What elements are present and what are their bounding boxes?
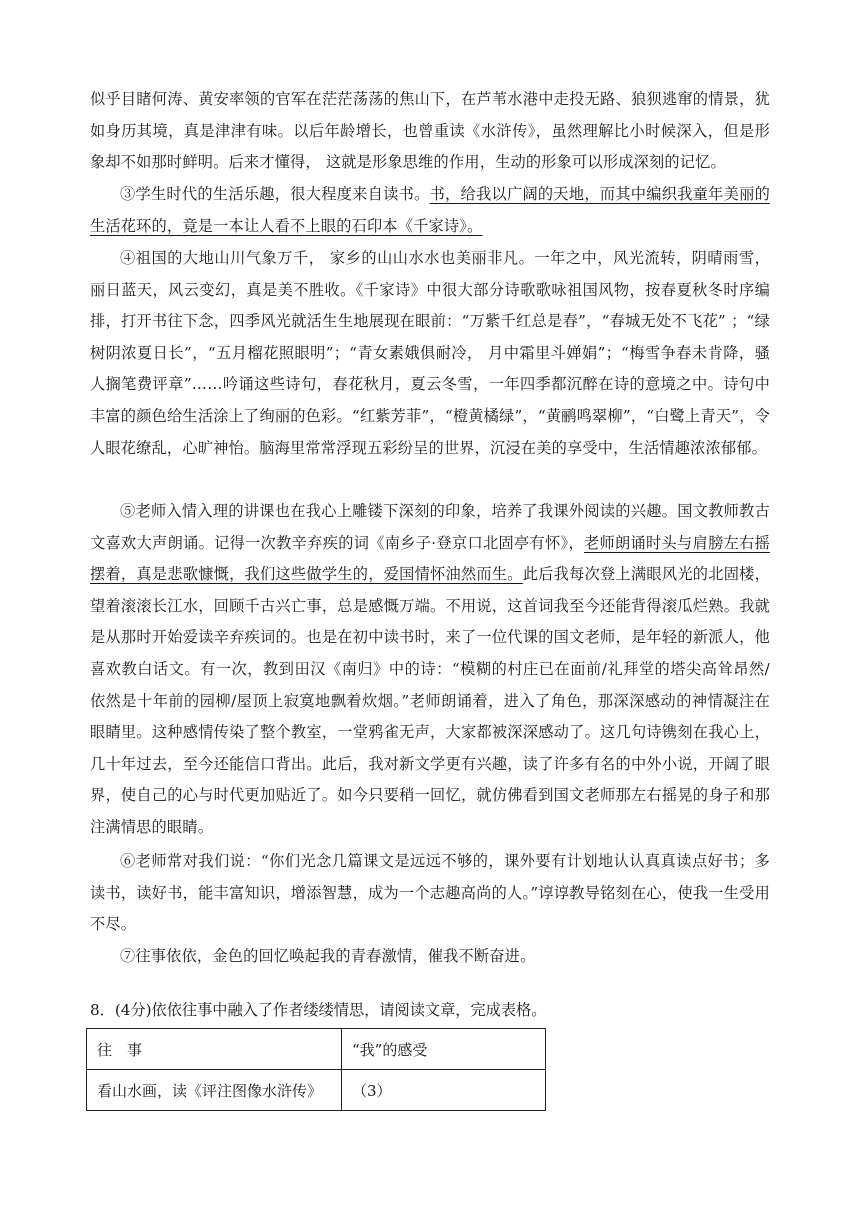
table-cell-event: 看山水画，读《评注图像水浒传》 bbox=[87, 1070, 342, 1111]
paragraph-5-plain-a: ⑤老师入情入理的讲课也在我心上雕镂下深刻的印象，培养了我课外阅读的兴趣。国文教师教古文喜欢大声朗诵。记得一次教辛弃疾的词《南乡子·登京口北固亭有怀》， bbox=[90, 502, 770, 552]
table-header-event: 往 事 bbox=[87, 1029, 342, 1070]
paragraph-5-plain-b: 此后我每次登上满眼风光的北固楼，望着滚滚长江水，回顾千古兴亡事，总是感慨万端。不用说，这首词我至今还能背得滚瓜烂熟。我就是从那时开始爱读辛弃疾词的。也是在初中读书时，来了一位代课的国文老师，是年轻的新派人，他喜欢教白话文。有一次，教到田汉《南归》中的诗：“模糊的村庄已在面前/礼拜堂的塔尖高耸昂然/依然是十年前的园柳/屋顶上寂寞地飘着炊烟。”老师朗诵着，进入了角色，那深深感动的神情凝注在眼睛里。这种感情传染了整个教室，一堂鸦雀无声，大家都被深深感动了。这几句诗镌刻在我心上，几十年过去，至今还能信口背出。此后，我对新文学更有兴趣，读了许多有名的中外小说，开阔了眼界，使自己的心与时代更加贴近了。如今只要稍一回忆，就仿佛看到国文老师那左右摇晃的身子和那注满情思的眼睛。 bbox=[90, 565, 770, 836]
table-header-row bbox=[87, 1029, 546, 1070]
table-row bbox=[87, 1070, 546, 1111]
paragraph-7: ⑦往事依依，金色的回忆唤起我的青春激情，催我不断奋进。 bbox=[120, 947, 536, 965]
paragraph-3-underlined: 书，给我以广阔的天地，而其中编织我童年美丽的生活花环的，竟是一本让人看不上眼的石印本《千家诗》。 bbox=[90, 185, 771, 235]
table-header-feeling: “我”的感受 bbox=[342, 1029, 546, 1070]
paragraph-3 bbox=[90, 179, 770, 242]
answer-table bbox=[86, 1028, 546, 1111]
paragraph-5-underlined: 老师朗诵时头与肩膀左右摇摆着，真是悲歌慷慨，我们这些做学生的，爱国情怀油然而生。 bbox=[90, 533, 770, 584]
paragraph-6: ⑥老师常对我们说：“你们光念几篇课文是远远不够的，课外要有计划地认认真真读点好书；多读书，读好书，能丰富知识，增添智慧，成为一个志趣高尚的人。”谆谆教导铭刻在心，使我一生受用不尽。 bbox=[90, 852, 770, 934]
paragraph-continued: 似乎目睹何涛、黄安率领的官军在茫茫荡荡的焦山下，在芦苇水港中走投无路、狼狈逃窜的情景，犹如身历其境，真是津津有味。以后年龄增长，也曾重读《水浒传》，虽然理解比小时候深入，但是形象却不如那时鲜明。后来才懂得， 这就是形象思维的作用，生动的形象可以形成深刻的记忆。 bbox=[90, 90, 770, 172]
paragraph-4: ④祖国的大地山川气象万千， 家乡的山山水水也美丽非凡。一年之中，风光流转，阴晴雨雪，丽日蓝天，风云变幻，真是美不胜收。《千家诗》中很大部分诗歌歌咏祖国风物，按春夏秋冬时序编排，打开书往下念，四季风光就活生生地展现在眼前：“万紫千红总是春”，“春城无处不飞花” ；“绿树阴浓夏日长”，“五月榴花照眼明”；“青女素娥俱耐冷， 月中霜里斗婵娟”；“梅雪争春未肯降，骚人搁笔费评章”……吟诵这些诗句，春花秋月，夏云冬雪，一年四季都沉醉在诗的意境之中。诗句中丰富的颜色给生活涂上了绚丽的色彩。“红紫芳菲”，“橙黄橘绿”，“黄鹂鸣翠柳”，“白鹭上青天”，令人眼花缭乱，心旷神怡。脑海里常常浮现五彩纷呈的世界，沉浸在美的享受中，生活情趣浓浓郁郁。 bbox=[90, 249, 770, 457]
question-8: 8．(4分)依依往事中融入了作者缕缕情思，请阅读文章，完成表格。 bbox=[90, 1001, 547, 1019]
paragraph-3-plain: ③学生时代的生活乐趣，很大程度来自读书。 bbox=[120, 185, 430, 203]
paragraph-5 bbox=[90, 496, 770, 844]
table-cell-answer-blank[interactable]: （3） bbox=[342, 1070, 546, 1111]
